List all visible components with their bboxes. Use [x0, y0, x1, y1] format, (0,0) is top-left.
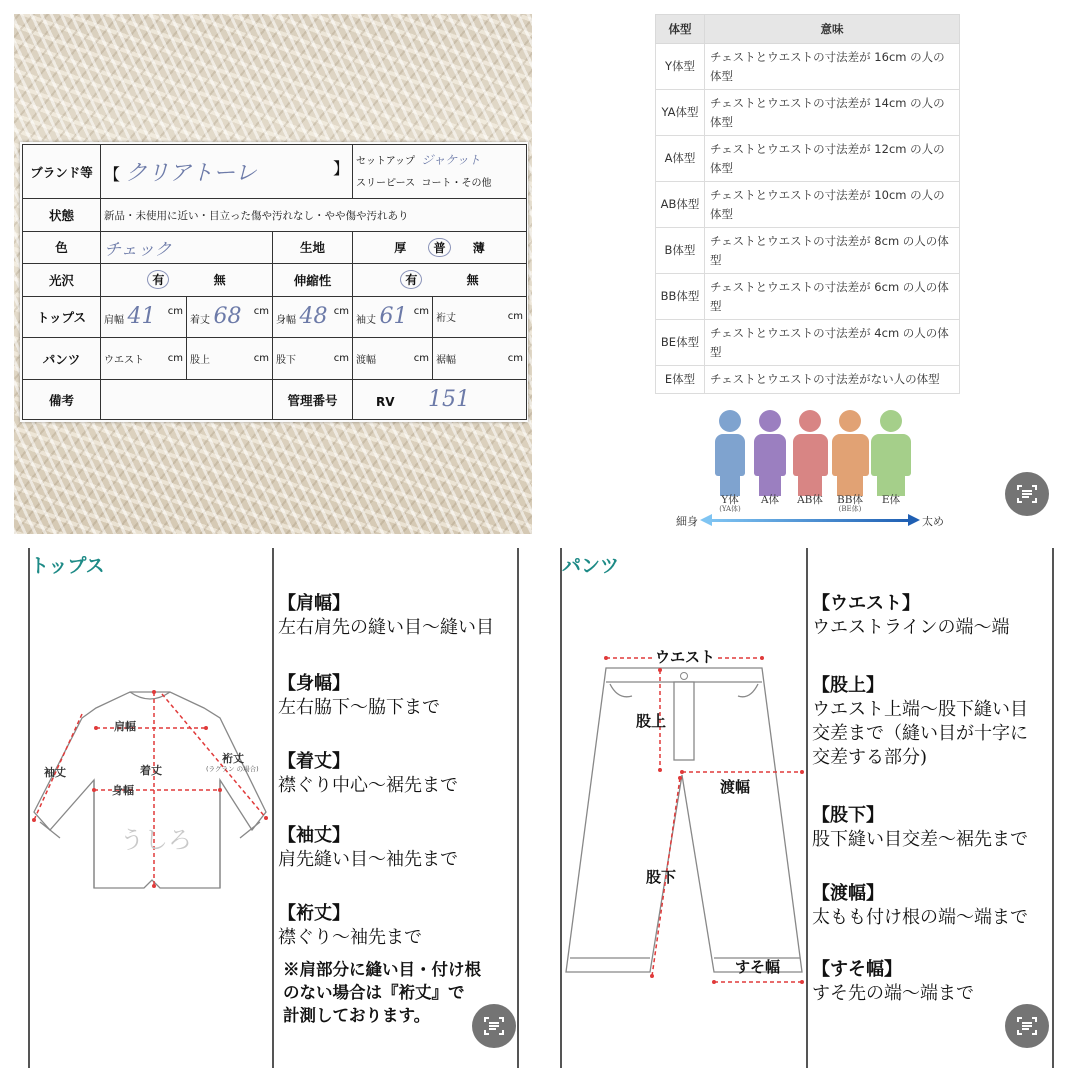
rise-cell: 股上 cm [187, 338, 273, 380]
axis-slim-label: 細身 [676, 515, 698, 528]
divider [1052, 548, 1054, 1068]
tops-note: ※肩部分に縫い目・付け根 のない場合は『裄丈』で 計測しております。 [283, 960, 481, 1025]
diagram-thigh-label: 渡幅 [720, 778, 751, 796]
length-cell: 着丈 68 cm [187, 296, 273, 338]
def-sleeve: 【袖丈】 肩先縫い目〜袖先まで [278, 825, 458, 870]
size-tag-table [22, 144, 527, 420]
pants-label: パンツ [23, 338, 101, 380]
divider [806, 548, 808, 1068]
meaning-cell: チェストとウエストの寸法差が 6cm の人の体型 [705, 274, 960, 320]
stretch-options: 有 無 [353, 264, 527, 296]
figure-sub-y: (YA体) [719, 505, 741, 513]
lens-search-icon[interactable] [1005, 1004, 1049, 1048]
diagram-inseam-label: 股下 [646, 868, 677, 886]
body-type-cell: BB体型 [656, 274, 705, 320]
figure-sub-bb: (BE体) [838, 505, 862, 513]
waist-cell: ウエスト cm [101, 338, 187, 380]
diagram-shoulder-label: 肩幅 [114, 720, 136, 733]
figure-label-y: Y体 [721, 494, 739, 506]
remarks-value [101, 380, 273, 420]
lens-search-icon[interactable] [472, 1004, 516, 1048]
diagram-yuki-note: (ラグラン の場合) [206, 765, 259, 773]
inseam-cell: 股下 cm [273, 338, 353, 380]
divider [272, 548, 274, 1068]
mgmt-label: 管理番号 [273, 380, 353, 420]
diagram-chest-label: 身幅 [112, 784, 134, 797]
mgmt-number: 151 [428, 387, 471, 413]
diagram-sleeve-label: 袖丈 [44, 766, 66, 779]
body-type-cell: YA体型 [656, 90, 705, 136]
body-figure-e [871, 410, 911, 496]
body-type-cell: B体型 [656, 228, 705, 274]
diagram-hem-label: すそ幅 [735, 958, 781, 976]
body-type-cell: AB体型 [656, 182, 705, 228]
diagram-yuki-label: 裄丈 [222, 752, 244, 765]
diagram-waist-label: ウエスト [652, 646, 718, 667]
def-hem: 【すそ幅】 すそ先の端〜端まで [812, 959, 974, 1004]
meaning-header: 意味 [705, 15, 960, 44]
color-label: 色 [23, 231, 101, 263]
body-type-cell: A体型 [656, 136, 705, 182]
meaning-cell: チェストとウエストの寸法差が 12cm の人の体型 [705, 136, 960, 182]
gloss-label: 光沢 [23, 264, 101, 296]
gloss-options: 有 無 [101, 264, 273, 296]
fabric-options: 厚 普 薄 [353, 231, 527, 263]
shoulder-cell: 肩幅 41 cm [101, 296, 187, 338]
body-type-cell: Y体型 [656, 44, 705, 90]
size-tag-card [20, 142, 528, 422]
brand-cell: 【 クリアトーレ 】 [101, 145, 353, 199]
def-rise: 【股上】 ウエスト上端〜股下縫い目 交差まで（縫い目が十字に 交差する部分) [812, 675, 1028, 768]
brand-label: ブランド等 [23, 145, 101, 199]
meaning-cell: チェストとウエストの寸法差が 14cm の人の体型 [705, 90, 960, 136]
tops-title: トップス [30, 555, 105, 577]
figure-label-bb: BB体 [837, 494, 863, 506]
diagram-length-label: 着丈 [140, 764, 162, 777]
meaning-cell: チェストとウエストの寸法差が 10cm の人の体型 [705, 182, 960, 228]
body-figure-bb [830, 410, 870, 496]
body-type-table [655, 14, 960, 394]
def-length: 【着丈】 襟ぐり中心〜裾先まで [278, 751, 458, 796]
body-figure-y [710, 410, 750, 496]
meaning-cell: チェストとウエストの寸法差が 16cm の人の体型 [705, 44, 960, 90]
remarks-label: 備考 [23, 380, 101, 420]
thigh-cell: 渡幅 cm [353, 338, 433, 380]
meaning-cell: チェストとウエストの寸法差が 8cm の人の体型 [705, 228, 960, 274]
lens-search-icon[interactable] [1005, 472, 1049, 516]
color-value: チェック [104, 239, 172, 260]
condition-options: 新品・未使用に近い・目立った傷や汚れなし・やや傷や汚れあり [101, 199, 527, 231]
sleeve-cell: 袖丈 61 cm [353, 296, 433, 338]
def-thigh: 【渡幅】 太もも付け根の端〜端まで [812, 883, 1028, 928]
meaning-cell: チェストとウエストの寸法差が 4cm の人の体型 [705, 320, 960, 366]
diagram-back-label: うしろ [120, 826, 192, 854]
def-yuki: 【裄丈】 襟ぐり〜袖先まで [278, 903, 422, 948]
stretch-label: 伸縮性 [273, 264, 353, 296]
yuki-cell: 裄丈 cm [433, 296, 527, 338]
tag-photo [14, 14, 532, 534]
fabric-label: 生地 [273, 231, 353, 263]
body-type-axis [710, 519, 910, 522]
color-cell [101, 231, 273, 263]
body-figure-ab [790, 410, 830, 496]
body-type-header: 体型 [656, 15, 705, 44]
arrow-right-icon [908, 514, 920, 526]
mgmt-cell: RV 151 [353, 380, 527, 420]
divider [517, 548, 519, 1068]
def-waist: 【ウエスト】 ウエストラインの端〜端 [812, 593, 1010, 638]
brand-value: クリアトーレ [125, 161, 257, 187]
figure-label-ab: AB体 [797, 494, 823, 506]
axis-large-label: 太め [922, 515, 944, 528]
meaning-cell: チェストとウエストの寸法差がない人の体型 [705, 366, 960, 394]
body-figure-a [750, 410, 790, 496]
chest-cell: 身幅 48 cm [273, 296, 353, 338]
body-type-cell: BE体型 [656, 320, 705, 366]
condition-label: 状態 [23, 199, 101, 231]
hem-cell: 裾幅 cm [433, 338, 527, 380]
pants-diagram [562, 640, 806, 1000]
diagram-rise-label: 股上 [636, 712, 667, 730]
def-chest: 【身幅】 左右脇下〜脇下まで [278, 673, 440, 718]
garment-type-cell: セットアップ ジャケット スリーピース コート・その他 [353, 145, 527, 199]
def-inseam: 【股下】 股下縫い目交差〜裾先まで [812, 805, 1028, 850]
figure-label-a: A体 [760, 494, 780, 506]
pants-title: パンツ [562, 555, 620, 577]
figure-label-e: E体 [881, 494, 901, 506]
tops-label: トップス [23, 296, 101, 338]
jacket-back-diagram [30, 680, 272, 900]
def-shoulder: 【肩幅】 左右肩先の縫い目〜縫い目 [278, 593, 494, 638]
body-type-cell: E体型 [656, 366, 705, 394]
